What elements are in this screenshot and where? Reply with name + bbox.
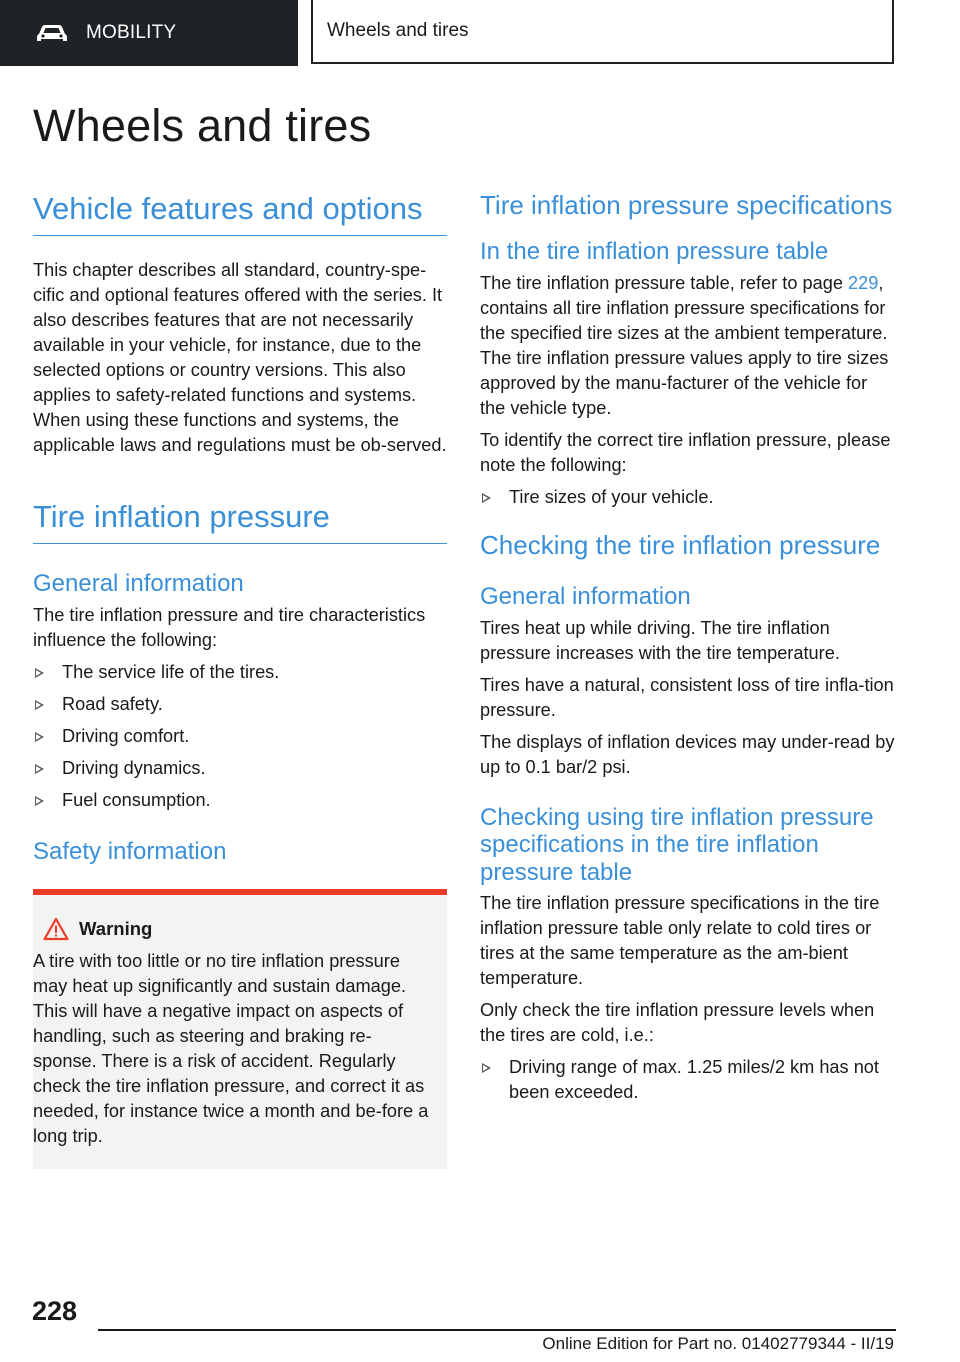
checking-p2: Tires have a natural, consistent loss of tire infla-tion pressure.	[480, 674, 894, 720]
general-info-body: The tire inflation pressure and tire characteristics influence the following:	[33, 604, 426, 650]
list-item: Road safety.	[33, 692, 447, 717]
section-label: MOBILITY	[86, 22, 177, 43]
influence-list	[33, 660, 447, 813]
right-column	[480, 190, 895, 1112]
bullet-triangle-icon	[482, 1063, 491, 1073]
header-bar	[0, 0, 960, 66]
footer-divider	[98, 1329, 896, 1331]
list-item: Tire sizes of your vehicle.	[480, 485, 895, 510]
list-item: The service life of the tires.	[33, 660, 447, 685]
warning-box	[33, 889, 447, 1169]
bullet-triangle-icon	[35, 700, 44, 710]
edition-text: Online Edition for Part no. 01402779344 - II/19	[542, 1334, 894, 1353]
using-p1: The tire inflation pressure specifications in the tire inflation pressure table only relate to cold tires or tires at the same temperature as the am-bient temperature.	[480, 893, 880, 989]
list-item: Driving range of max. 1.25 miles/2 km has not been exceeded.	[480, 1055, 895, 1105]
specs-heading: Tire inflation pressure specifications	[480, 190, 893, 220]
bullet-triangle-icon	[35, 796, 44, 806]
section-tab[interactable]	[0, 0, 298, 66]
page-title: Wheels and tires	[33, 100, 372, 151]
identify-body: To identify the correct tire inflation pressure, please note the following:	[480, 429, 891, 475]
checking-p1: Tires heat up while driving. The tire inflation pressure increases with the tire temperature.	[480, 617, 840, 663]
list-item: Driving dynamics.	[33, 756, 447, 781]
vehicle-features-heading: Vehicle features and options	[33, 190, 447, 236]
warning-body: A tire with too little or no tire inflation pressure may heat up significantly and sustain damage. This will have a negative impact on aspects of handling, such as steering and braking re-sponse. There is a risk of accident. Regularly check the tire inflation pressure, and correct it as needed, for instance twice a month and be-fore a long trip.	[33, 950, 429, 1146]
list-item: Fuel consumption.	[33, 788, 447, 813]
checking-general-heading: General information	[480, 582, 691, 610]
left-column	[33, 190, 447, 1169]
using-p2: Only check the tire inflation pressure levels when the tires are cold, i.e.:	[480, 1000, 875, 1046]
checking-heading: Checking the tire inflation pressure	[480, 529, 881, 560]
using-heading: Checking using tire inflation pressure specifications in the tire inflation pressure table	[480, 803, 874, 886]
identify-list	[480, 485, 895, 510]
bullet-triangle-icon	[35, 732, 44, 742]
car-icon	[36, 22, 68, 44]
warning-triangle-icon	[43, 917, 69, 941]
bullet-triangle-icon	[35, 764, 44, 774]
list-item: Driving comfort.	[33, 724, 447, 749]
warning-header	[33, 917, 429, 941]
bullet-triangle-icon	[482, 493, 491, 503]
vehicle-features-body: This chapter describes all standard, country-spe-cific and optional features offered with the series. It also describes features that are not necessarily available in your vehicle, for instance, due to the selected options or country versions. This also applies to safety-related functions and systems. When using these functions and systems, the applicable laws and regulations must be ob-served.	[33, 260, 447, 456]
page-link[interactable]: 229	[848, 272, 879, 293]
table-heading: In the tire inflation pressure table	[480, 238, 829, 266]
using-list	[480, 1055, 895, 1105]
page-number: 228	[32, 1296, 78, 1326]
safety-info-heading: Safety information	[33, 837, 227, 865]
bullet-triangle-icon	[35, 668, 44, 678]
tire-pressure-heading: Tire inflation pressure	[33, 498, 447, 544]
chapter-tab[interactable]	[311, 0, 894, 64]
warning-title: Warning	[79, 917, 153, 939]
chapter-label: Wheels and tires	[327, 20, 469, 41]
checking-p3: The displays of inflation devices may under-read by up to 0.1 bar/2 psi.	[480, 731, 895, 777]
general-info-heading: General information	[33, 570, 244, 598]
table-body: The tire inflation pressure table, refer to page 229, contains all tire inflation pressure specifications for the specified tire sizes at the ambient temperature. The tire inflation pressure values apply to tire sizes approved by the manu-facturer of the vehicle for the vehicle type.	[480, 272, 889, 418]
